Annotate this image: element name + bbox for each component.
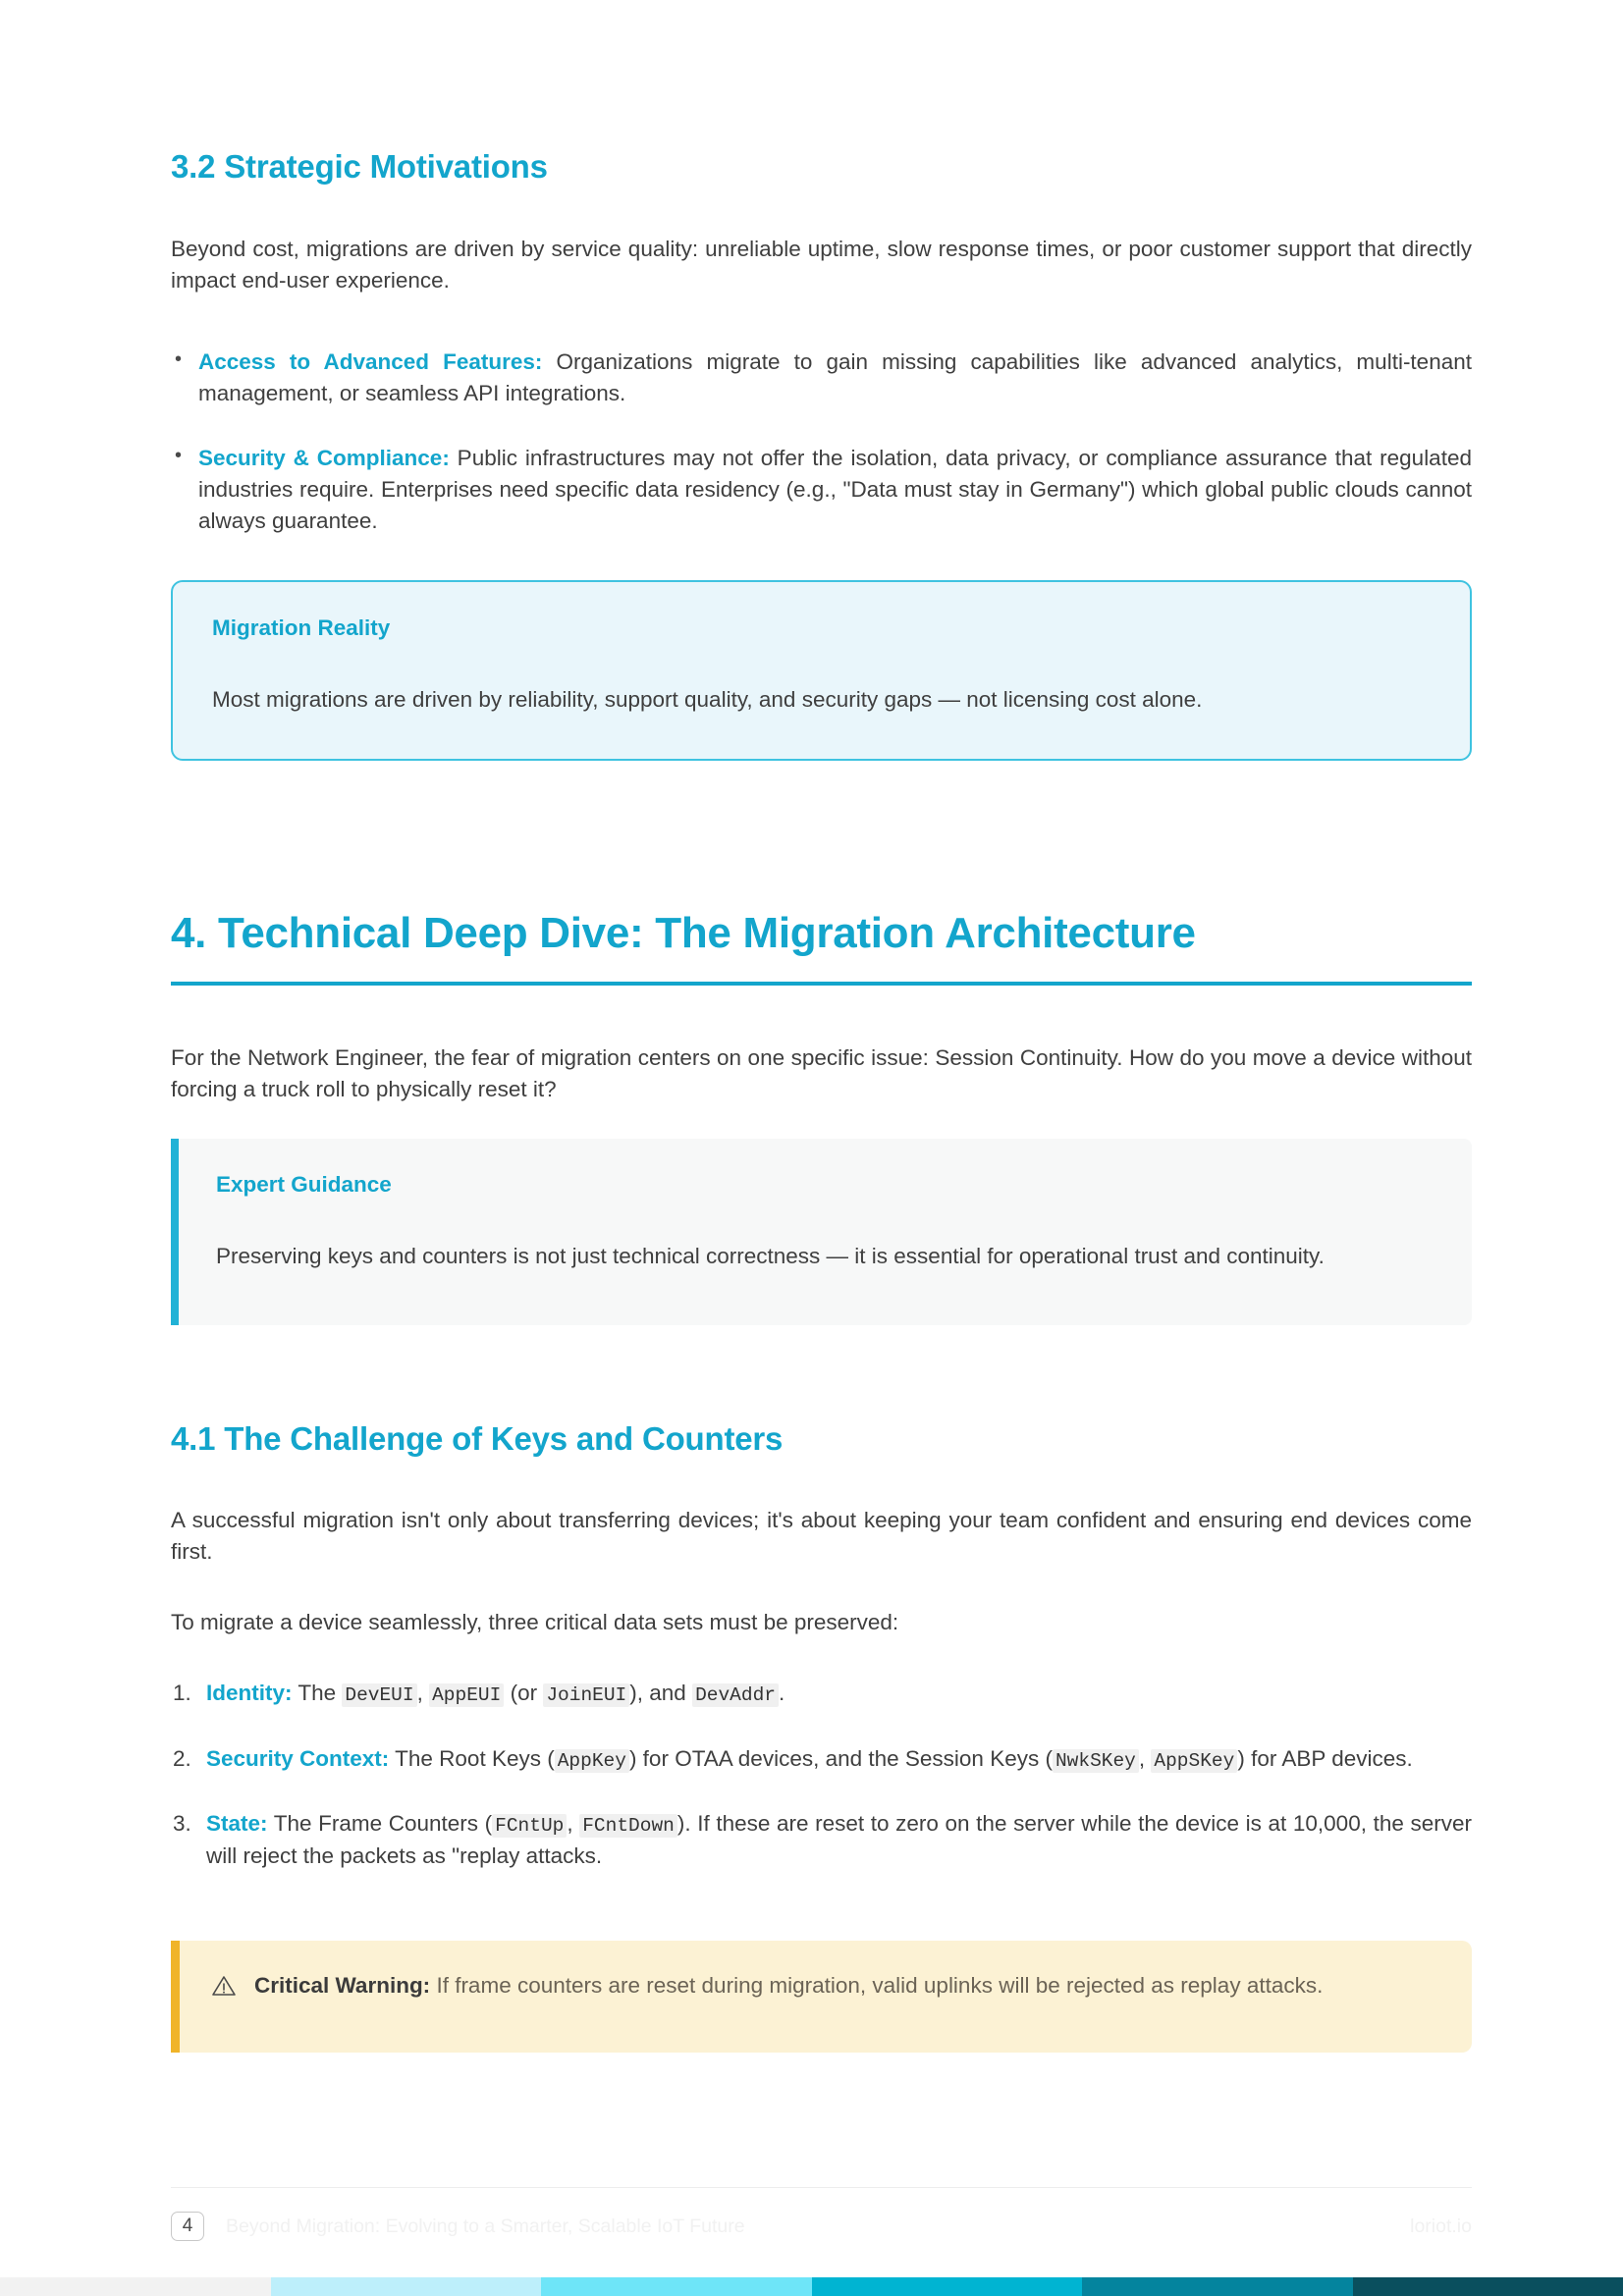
color-bar-segment-1 [0, 2277, 271, 2296]
code-span: DevAddr [692, 1683, 779, 1707]
page-content [171, 147, 1472, 2053]
color-bar-segment-5 [1082, 2277, 1353, 2296]
item-text: The Root Keys ( [389, 1745, 555, 1771]
footer-divider [171, 2187, 1472, 2188]
item-text: ) for OTAA devices, and the Session Keys ( [628, 1745, 1053, 1771]
item-text: The [292, 1681, 343, 1706]
color-bar-segment-3 [541, 2277, 812, 2296]
section-heading-4: 4. Technical Deep Dive: The Migration Architecture [171, 909, 1196, 958]
footer-row [171, 2212, 1472, 2241]
critical-data-sets-list [171, 1678, 1472, 1872]
color-bar-segment-6 [1353, 2277, 1623, 2296]
footer-website-link[interactable]: loriot.io [1410, 2215, 1472, 2237]
callout-title: Expert Guidance [216, 1171, 392, 1197]
item-text: , [1138, 1745, 1152, 1771]
list-item [171, 1678, 1472, 1710]
item-text: ). If these are reset to zero on the server while the device is at 10,000, the server will reject the packets as "replay attacks. [206, 1811, 1472, 1869]
warning-lead-label: Critical Warning: [254, 1973, 431, 1999]
color-bar-segment-2 [271, 2277, 542, 2296]
code-span: FCntUp [492, 1814, 567, 1838]
item-text: , [567, 1811, 580, 1837]
expert-guidance-callout [171, 1139, 1472, 1325]
warning-triangle-icon [211, 1974, 237, 2002]
item-text: ), and [629, 1681, 693, 1706]
item-text: , [416, 1681, 430, 1706]
item-lead-label: State: [206, 1811, 268, 1837]
code-span: JoinEUI [543, 1683, 629, 1707]
bullet-body-text: Organizations migrate to gain missing capabilities like advanced analytics, multi-tenant management, or seamless API integrations. [198, 349, 1472, 406]
item-text: The Frame Counters ( [267, 1811, 493, 1837]
bullet-body-text: Public infrastructures may not offer the isolation, data privacy, or compliance assurance that regulated industries require. Enterprises need specific data residency (e.g., "Data must stay in Germany") which global public clouds cannot always guarantee. [198, 446, 1472, 534]
warning-body [254, 1970, 1323, 2002]
color-bar-segment-4 [812, 2277, 1083, 2296]
code-span: DevEUI [342, 1683, 416, 1707]
callout-title: Migration Reality [212, 615, 391, 641]
section-4-intro-paragraph: For the Network Engineer, the fear of migration centers on one specific issue: Session Continuity. How do you move a device without forcing a truck roll to physically reset it? [171, 1044, 1472, 1101]
list-item [171, 1808, 1472, 1872]
section-4-1-paragraph-2: To migrate a device seamlessly, three critical data sets must be preserved: [171, 1610, 899, 1635]
item-lead-label: Security Context: [206, 1745, 390, 1771]
item-text: ) for ABP devices. [1237, 1745, 1413, 1771]
section-4-1-paragraph-1: A successful migration isn't only about transferring devices; it's about keeping your team confident and ensuring end devices come first. [171, 1508, 1472, 1565]
list-item [171, 443, 1472, 537]
bullet-lead-label: Security & Compliance: [198, 446, 450, 471]
bullet-lead-label: Access to Advanced Features: [198, 349, 543, 375]
section-heading-4-1: 4.1 The Challenge of Keys and Counters [171, 1419, 784, 1457]
code-span: AppKey [555, 1749, 629, 1773]
code-span: AppEUI [429, 1683, 504, 1707]
strategic-motivations-list [171, 347, 1472, 537]
list-item [171, 1743, 1472, 1776]
code-span: NwkSKey [1053, 1749, 1139, 1773]
section-3-2-intro-paragraph: Beyond cost, migrations are driven by service quality: unreliable uptime, slow response times, or poor customer support that directly impact end-user experience. [171, 236, 1472, 293]
callout-body: Preserving keys and counters is not just technical correctness — it is essential for operational trust and continuity. [216, 1243, 1325, 1268]
callout-body: Most migrations are driven by reliability, support quality, and security gaps — not licensing cost alone. [212, 687, 1203, 713]
code-span: AppSKey [1151, 1749, 1237, 1773]
item-lead-label: Identity: [206, 1681, 293, 1706]
warning-detail-text: If frame counters are reset during migration, valid uplinks will be rejected as replay attacks. [430, 1973, 1324, 1999]
section-heading-3-2: 3.2 Strategic Motivations [171, 148, 548, 185]
page-footer [171, 2187, 1472, 2241]
footer-document-title: Beyond Migration: Evolving to a Smarter, Scalable IoT Future [226, 2215, 745, 2237]
code-span: FCntDown [579, 1814, 677, 1838]
list-item [171, 347, 1472, 409]
critical-warning-callout [171, 1941, 1472, 2053]
item-text: (or [504, 1681, 544, 1706]
page-number-badge: 4 [171, 2212, 204, 2241]
bottom-color-bar [0, 2277, 1623, 2296]
item-text: . [778, 1681, 785, 1706]
migration-reality-callout [171, 580, 1472, 761]
